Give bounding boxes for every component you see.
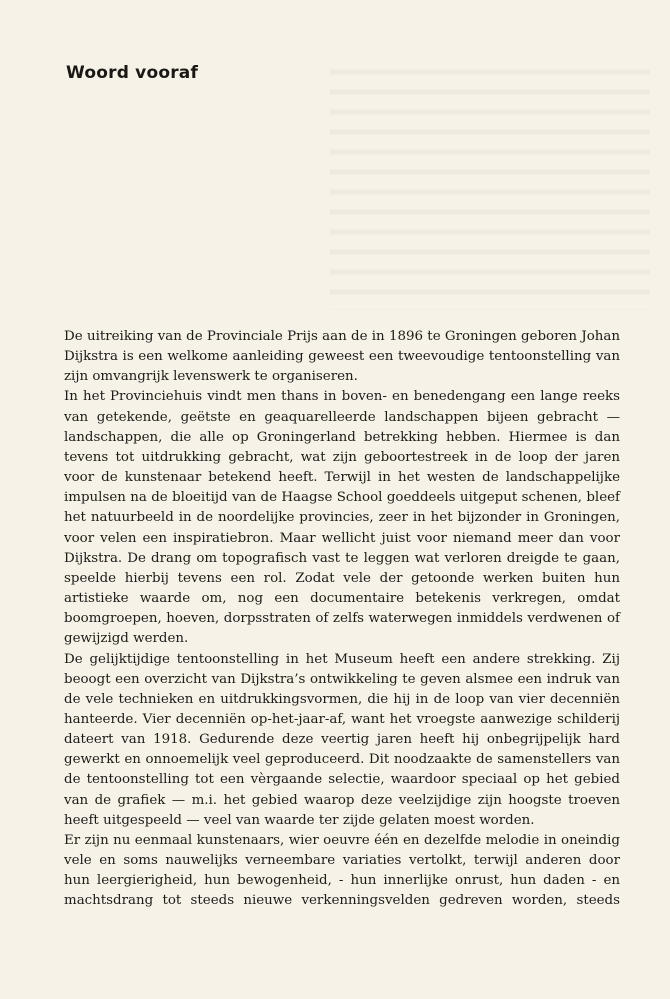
paragraph-2: In het Provinciehuis vindt men thans in boven- en benedengang een lange reeks van getekende, geëtste en geaquarelleerde landschappen bijeen gebracht — landschappen, die alle op Groningerland betrekking hebben. Hiermee is dan tevens tot uitdrukking gebracht, wat zijn geboortestreek in de loop der jaren voor de kunstenaar betekend heeft. Terwijl in het westen de landschappelijke impulsen na de bloeitijd van de Haagse School goeddeels uitgeput schenen, bleef het natuurbeeld in de noordelijke provincies, zeer in het bijzonder in Groningen, voor velen een inspiratiebron. Maar wellicht juist voor niemand meer dan voor Dijkstra. De drang om topografisch vast te leggen wat verloren dreigde te gaan, speelde hierbij tevens een rol. Zodat vele der getoonde werken buiten hun artistieke waarde om, nog een documentaire betekenis verkregen, omdat boomgroepen, hoeven, dorpsstraten of zelfs waterwegen inmiddels verdwenen of gewijzigd werden. [64,389,620,647]
paragraph-4: Er zijn nu eenmaal kunstenaars, wier oeuvre één en dezelfde melodie in oneindig vele en soms nauwelijks verneembare variaties vertolkt, terwijl anderen door hun leergierigheid, hun bewogenheid, - hun innerlijke onrust, hun daden - en machtsdrang tot steeds nieuwe verkenningsvelden gedreven worden, steeds [64,832,620,909]
paragraph-1: De uitreiking van de Provinciale Prijs aan de in 1896 te Groningen geboren Johan Dijkstra is een welkome aanleiding geweest een tweevoudige tentoonstelling van zijn omvangrijk levenswerk te organiseren. [64,329,620,385]
body-text [64,327,620,912]
paragraph-3: De gelijktijdige tentoonstelling in het Museum heeft een andere strekking. Zij beoogt een overzicht van Dijkstra’s ontwikkeling te geven alsmee een indruk van de vele technieken en uitdrukkingsvormen, die hij in de loop van vier decenniën hanteerde. Vier decenniën op-het-jaar-af, want het vroegste aanwezige schilderij dateert van 1918. Gedurende deze veertig jaren heeft hij onbegrijpelijk hard gewerkt en onnoemelijk veel geproduceerd. Dit noodzaakte de samenstellers van de tentoonstelling tot een vèrgaande selectie, waardoor speciaal op het gebied van de grafiek — m.i. het gebied waarop deze veelzijdige zijn hoogste troeven heeft uitgespeeld — veel van waarde ter zijde gelaten moest worden. [64,651,620,828]
page-title: Woord vooraf [66,63,199,83]
show-through-text [330,60,650,310]
